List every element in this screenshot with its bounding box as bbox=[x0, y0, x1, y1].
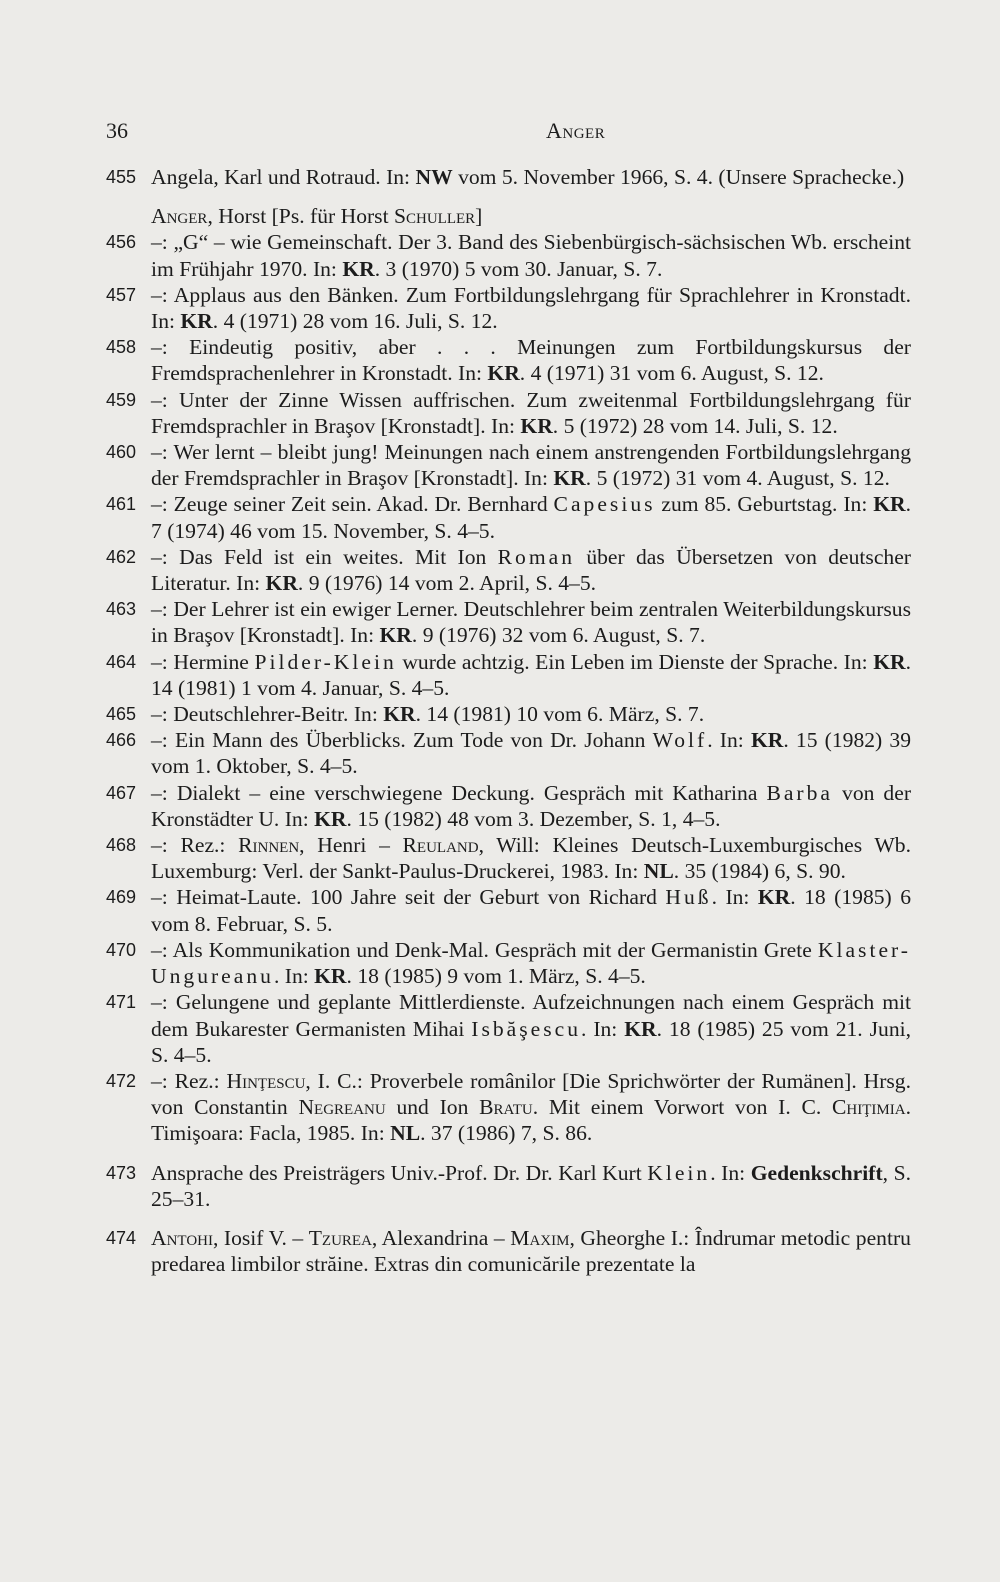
entry-text: . 7 (1974) 46 vom 15. November, S. 4–5. bbox=[151, 492, 911, 543]
entry-number: 457 bbox=[106, 284, 137, 305]
entry-text: Ansprache des Preisträgers Univ.-Prof. Dr. Dr. Karl Kurt bbox=[151, 1160, 648, 1185]
page-header bbox=[106, 118, 906, 148]
bibliography-entry bbox=[106, 282, 911, 334]
entry-text: Capesius bbox=[553, 492, 656, 517]
entry-text: Wolf bbox=[652, 728, 708, 753]
bibliography-entry bbox=[106, 832, 911, 884]
entry-text: . Mit einem Vorwort von I. C. bbox=[532, 1095, 833, 1120]
author-heading bbox=[106, 203, 911, 229]
bibliography-entry bbox=[106, 884, 911, 936]
entry-text: und Ion bbox=[385, 1095, 480, 1120]
entry-text: . 15 (1982) 48 vom 3. Dezember, S. 1, 4–5. bbox=[346, 806, 721, 831]
entry-text: KR bbox=[314, 964, 347, 989]
page-number: 36 bbox=[106, 118, 128, 143]
bibliography-entry bbox=[106, 491, 911, 543]
entry-text: KR bbox=[873, 649, 906, 674]
entry-text: Huß bbox=[665, 885, 712, 910]
entry-text: . 3 (1970) 5 vom 30. Januar, S. 7. bbox=[374, 256, 663, 281]
entry-number: 467 bbox=[106, 782, 137, 803]
entry-text: vom 5. November 1966, S. 4. (Unsere Sprachecke.) bbox=[452, 165, 905, 189]
bibliography-entry bbox=[106, 649, 911, 701]
entry-text: Rinnen bbox=[238, 833, 300, 858]
bibliography-entry bbox=[106, 780, 911, 832]
bibliography-entry bbox=[106, 701, 911, 727]
entry-number: 470 bbox=[106, 939, 137, 960]
entry-text: KR bbox=[379, 623, 412, 648]
entry-text: ] bbox=[475, 204, 483, 229]
bibliography-entry bbox=[106, 727, 911, 779]
entry-text: . 4 (1971) 28 vom 16. Juli, S. 12. bbox=[212, 309, 498, 334]
entry-text: KR bbox=[342, 256, 375, 281]
entry-text: . In: bbox=[707, 728, 751, 753]
entry-text: KR bbox=[873, 492, 906, 517]
entry-number: 463 bbox=[106, 599, 137, 620]
entry-text: , Gheorghe I.: Îndrumar metodic pentru predarea limbilor străine. Extras din comunicările prezentate la bbox=[151, 1225, 911, 1277]
entry-text: KR bbox=[487, 361, 520, 386]
entry-text: –: Das Feld ist ein weites. Mit Ion bbox=[151, 544, 498, 569]
entry-text: , Iosif V. – bbox=[212, 1225, 309, 1250]
entry-text: –: Ein Mann des Überblicks. Zum Tode von Dr. Johann bbox=[151, 728, 653, 753]
entry-text: . In: bbox=[581, 1016, 625, 1041]
entry-text: Antohi bbox=[151, 1225, 213, 1250]
entry-number: 468 bbox=[106, 835, 137, 856]
bibliography-entry bbox=[106, 334, 911, 386]
entry-text: Reuland bbox=[402, 833, 479, 858]
bibliography-entry bbox=[106, 596, 911, 648]
entry-text: NL bbox=[390, 1121, 421, 1146]
entry-text: KR bbox=[624, 1016, 657, 1041]
entry-text: –: Gelungene und geplante Mittlerdienste. Aufzeichnungen nach einem Gespräch mit dem Bukarester Germanisten Mihai bbox=[151, 990, 911, 1041]
entry-text: . 14 (1981) 1 vom 4. Januar, S. 4–5. bbox=[151, 649, 911, 700]
entry-text: –: Heimat-Laute. 100 Jahre seit der Geburt von Richard bbox=[151, 885, 666, 910]
entry-number: 466 bbox=[106, 730, 137, 751]
entry-text: Tzurea bbox=[308, 1225, 372, 1250]
entry-text: –: Als Kommunikation und Denk-Mal. Gespräch mit der Germanistin Grete bbox=[151, 937, 818, 962]
entry-text: Barba bbox=[766, 780, 833, 805]
entry-text: Negreanu bbox=[298, 1095, 386, 1120]
entry-text: , S. 25–31. bbox=[151, 1160, 911, 1211]
entry-text: zum 85. Geburtstag. In: bbox=[655, 492, 874, 517]
entry-text: Anger bbox=[151, 204, 208, 229]
entry-text: . In: bbox=[710, 1160, 751, 1185]
entry-text: über das Übersetzen von deutscher Literatur. In: bbox=[151, 544, 911, 596]
entry-text: . 35 (1984) 6, S. 90. bbox=[673, 859, 846, 884]
entry-text: . 9 (1976) 32 vom 6. August, S. 7. bbox=[411, 623, 706, 648]
entry-text: . In: bbox=[711, 885, 758, 910]
entry-text: Hinţescu bbox=[226, 1068, 306, 1093]
entry-text: . 18 (1985) 25 vom 21. Juni, S. 4–5. bbox=[151, 1016, 912, 1067]
entry-text: NW bbox=[415, 165, 453, 189]
entry-number: 474 bbox=[106, 1227, 137, 1248]
entry-text: Pilder-Klein bbox=[254, 649, 397, 674]
entry-text: . 5 (1972) 31 vom 4. August, S. 12. bbox=[585, 466, 890, 491]
entry-text: KR bbox=[520, 413, 553, 438]
entry-text: . 18 (1985) 9 vom 1. März, S. 4–5. bbox=[346, 964, 646, 989]
bibliography-entry bbox=[106, 989, 911, 1068]
entry-text: Roman bbox=[497, 544, 576, 569]
entry-text: Isbăşescu bbox=[471, 1016, 582, 1041]
entry-text: Chiţimia bbox=[832, 1095, 906, 1120]
entry-number: 461 bbox=[106, 494, 137, 515]
entry-text: . 37 (1986) 7, S. 86. bbox=[420, 1121, 593, 1146]
entry-text: KR bbox=[553, 466, 586, 491]
entry-text: KR bbox=[750, 728, 784, 753]
entry-text: KR bbox=[180, 309, 213, 334]
entry-text: , Henri – bbox=[299, 833, 403, 858]
entry-text: . 15 (1982) 39 vom 1. Oktober, S. 4–5. bbox=[151, 728, 912, 779]
entry-number: 473 bbox=[106, 1162, 137, 1183]
running-title: Anger bbox=[546, 118, 606, 143]
entry-text: –: „G“ – wie Gemeinschaft. Der 3. Band des Siebenbürgisch-sächsischen Wb. erscheint im Frühjahr 1970. In: bbox=[151, 230, 911, 281]
entry-text: Klein bbox=[647, 1160, 711, 1185]
bibliography-entry bbox=[106, 387, 911, 439]
entry-text: –: Wer lernt – bleibt jung! Meinungen nach einem anstrengenden Fortbildungslehrgang der Fremdsprachler in Braşov [Kronstadt]. In: bbox=[151, 440, 911, 491]
entry-number: 455 bbox=[106, 167, 137, 187]
entry-text: –: Zeuge seiner Zeit sein. Akad. Dr. Bernhard bbox=[151, 492, 554, 517]
entry-text: Bratu bbox=[479, 1095, 533, 1120]
entry-text: –: Hermine bbox=[151, 649, 255, 674]
entry-text: , Will: Kleines Deutsch-Luxemburgisches Wb. Luxemburg: Verl. der Sankt-Paulus-Druckerei, 1983. In: bbox=[151, 833, 911, 884]
entry-text: , Alexandrina – bbox=[371, 1225, 511, 1250]
entry-text: . 14 (1981) 10 vom 6. März, S. 7. bbox=[415, 702, 705, 727]
entry-number: 462 bbox=[106, 546, 137, 567]
entry-text: , Horst [Ps. für Horst bbox=[207, 204, 394, 229]
entry-text: Gedenkschrift bbox=[750, 1160, 883, 1185]
entry-text: KR bbox=[383, 702, 416, 727]
bibliography-entry bbox=[106, 229, 911, 281]
entry-text: , I. C.: Proverbele românilor [Die Sprichwörter der Rumänen]. Hrsg. von Constantin bbox=[151, 1068, 911, 1120]
entry-text: . 18 (1985) 6 vom 8. Februar, S. 5. bbox=[151, 885, 911, 936]
entry-number: 458 bbox=[106, 337, 137, 358]
entry-number: 459 bbox=[106, 389, 137, 410]
entry-number: 465 bbox=[106, 704, 137, 725]
entry-text: . 9 (1976) 14 vom 2. April, S. 4–5. bbox=[297, 571, 597, 596]
entry-text: –: Applaus aus den Bänken. Zum Fortbildungslehrgang für Sprachlehrer in Kronstadt. In: bbox=[151, 282, 911, 334]
entry-text: –: Deutschlehrer-Beitr. In: bbox=[151, 702, 384, 727]
entry-number: 472 bbox=[106, 1070, 137, 1091]
entry-number: 469 bbox=[106, 887, 137, 908]
entry-number: 456 bbox=[106, 232, 137, 253]
entry-text: Klaster-Ungureanu bbox=[151, 937, 911, 989]
entry-text: –: Dialekt – eine verschwiegene Deckung. Gespräch mit Katharina bbox=[151, 780, 767, 805]
entry-text: Schuller bbox=[393, 204, 476, 229]
entry-text: –: Rez.: bbox=[151, 1068, 227, 1093]
entry-number: 471 bbox=[106, 992, 137, 1013]
bibliography-list bbox=[106, 164, 911, 1277]
entry-text: von der Kronstädter U. In: bbox=[151, 780, 912, 831]
bibliography-entry bbox=[106, 544, 911, 596]
bibliography-entry bbox=[106, 1225, 911, 1277]
bibliography-entry bbox=[106, 1160, 911, 1212]
entry-number: 464 bbox=[106, 651, 137, 672]
entry-text: Angela, Karl und Rotraud. In: bbox=[151, 165, 416, 189]
entry-text: –: Eindeutig positiv, aber . . . Meinungen zum Fortbildungskursus der Fremdsprachenlehrer in Kronstadt. In: bbox=[151, 335, 911, 386]
entry-number: 460 bbox=[106, 442, 137, 463]
entry-text: –: Der Lehrer ist ein ewiger Lerner. Deutschlehrer beim zentralen Weiterbildungskursus in Braşov [Kronstadt]. In: bbox=[151, 597, 911, 648]
entry-text: Maxim bbox=[510, 1225, 570, 1250]
entry-text: wurde achtzig. Ein Leben im Dienste der Sprache. In: bbox=[396, 649, 874, 674]
entry-text: . 4 (1971) 31 vom 6. August, S. 12. bbox=[519, 361, 824, 386]
entry-text: –: Rez.: bbox=[151, 833, 239, 858]
entry-text: . 5 (1972) 28 vom 14. Juli, S. 12. bbox=[552, 413, 838, 438]
entry-text: NL bbox=[643, 859, 674, 884]
entry-text: . Timişoara: Facla, 1985. In: bbox=[151, 1095, 911, 1146]
bibliography-entry bbox=[106, 439, 911, 491]
entry-text: KR bbox=[757, 885, 791, 910]
entry-text: –: Unter der Zinne Wissen auffrischen. Zum zweitenmal Fortbildungslehrgang für Fremdsprachler in Braşov [Kronstadt]. In: bbox=[151, 387, 911, 438]
entry-text: KR bbox=[314, 806, 347, 831]
bibliography-entry bbox=[106, 937, 911, 989]
entry-text: KR bbox=[265, 571, 298, 596]
entry-text: . In: bbox=[273, 964, 315, 989]
bibliography-entry bbox=[106, 164, 911, 190]
bibliography-entry bbox=[106, 1068, 911, 1147]
